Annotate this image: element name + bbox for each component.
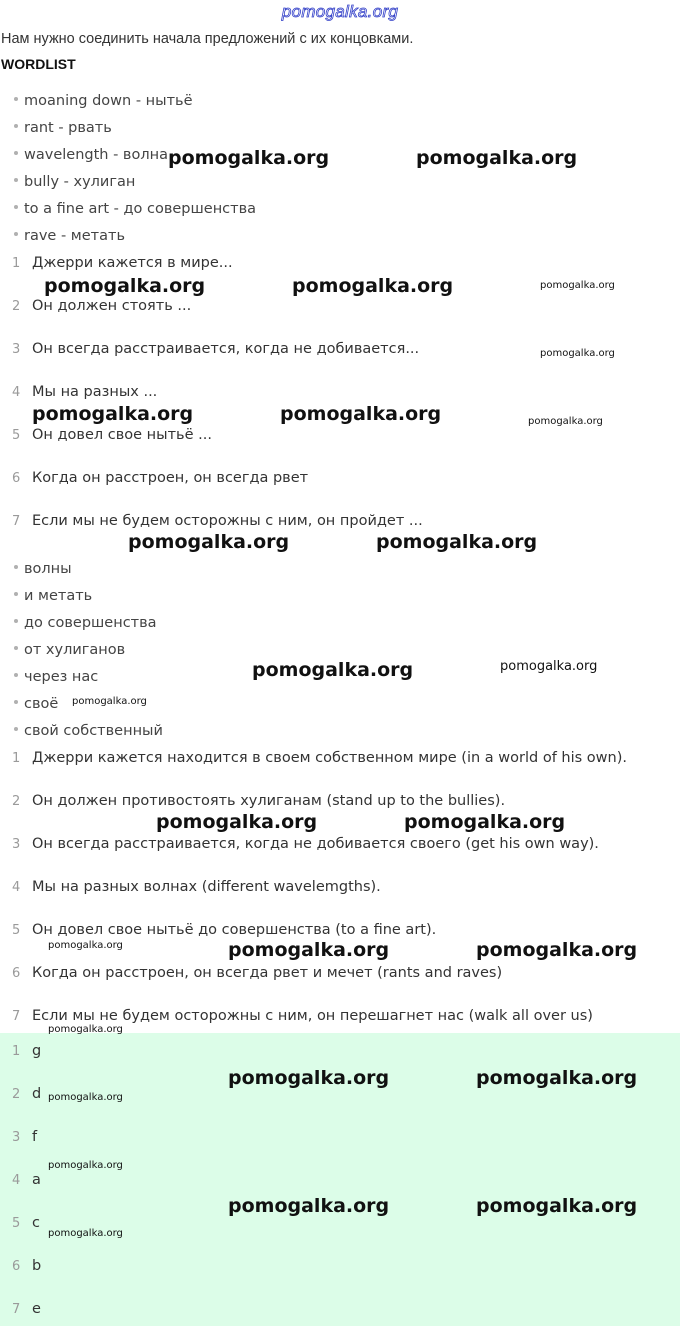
watermark: pomogalka.org: [476, 1195, 638, 1217]
row-text: Если мы не будем осторожны с ним, он перешагнет нас (walk all over us): [32, 1008, 593, 1024]
row-text: Когда он расстроен, он всегда рвет: [32, 470, 309, 486]
row-number: 3: [12, 342, 21, 357]
list-item: [14, 147, 168, 163]
list-item-text: rave - метать: [24, 228, 125, 244]
bullet-icon: [14, 178, 18, 182]
bullet-icon: [14, 151, 18, 155]
list-item: [14, 669, 98, 685]
watermark: pomogalka.org: [228, 1067, 390, 1089]
watermark: pomogalka.org: [476, 939, 638, 961]
bullet-icon: [14, 727, 18, 731]
list-item-text: волны: [24, 561, 72, 577]
row-number: 5: [12, 923, 21, 938]
row-number: 5: [12, 1216, 21, 1231]
list-item-text: moaning down - нытьё: [24, 93, 193, 109]
answer-letter: f: [32, 1129, 38, 1145]
sentence-start-row: [12, 255, 233, 271]
watermark: pomogalka.org: [72, 696, 147, 707]
full-sentence-row: [12, 793, 505, 809]
row-text: Он довел свое нытьё ...: [32, 427, 212, 443]
full-sentence-row: [12, 965, 502, 981]
answer-row: [12, 1043, 41, 1059]
watermark: pomogalka.org: [156, 811, 318, 833]
watermark: pomogalka.org: [168, 147, 330, 169]
sentence-start-row: [12, 427, 212, 443]
list-item: [14, 561, 72, 577]
answer-letter: b: [32, 1258, 42, 1274]
list-item-text: wavelength - волна: [24, 147, 168, 163]
sentence-start-row: [12, 470, 308, 486]
watermark: pomogalka.org: [404, 811, 566, 833]
row-text: Он должен противостоять хулиганам (stand up to the bullies).: [32, 793, 506, 809]
answer-letter: d: [32, 1086, 42, 1102]
list-item: [14, 174, 135, 190]
row-number: 6: [12, 471, 21, 486]
list-item: [14, 120, 112, 136]
row-text: Он всегда расстраивается, когда не добивается...: [32, 341, 420, 357]
list-item-text: через нас: [24, 669, 99, 685]
answer-row: [12, 1215, 40, 1231]
watermark: pomogalka.org: [280, 403, 442, 425]
row-text: Он всегда расстраивается, когда не добивается своего (get his own way).: [32, 836, 599, 852]
list-item: [14, 93, 193, 109]
answer-row: [12, 1258, 41, 1274]
list-item-text: bully - хулиган: [24, 174, 136, 190]
list-item-text: rant - рвать: [24, 120, 112, 136]
bullet-icon: [14, 673, 18, 677]
full-sentence-row: [12, 836, 599, 852]
row-number: 4: [12, 880, 21, 895]
list-item: [14, 696, 58, 712]
row-text: Мы на разных ...: [32, 384, 158, 400]
bullet-icon: [14, 232, 18, 236]
answer-letter: a: [32, 1172, 41, 1188]
watermark: pomogalka.org: [48, 1092, 123, 1103]
list-item: [14, 615, 157, 631]
bullet-icon: [14, 700, 18, 704]
watermark: pomogalka.org: [540, 280, 615, 291]
full-sentence-row: [12, 879, 381, 895]
answer-row: [12, 1129, 37, 1145]
row-number: 6: [12, 1259, 21, 1274]
watermark: pomogalka.org: [376, 531, 538, 553]
row-number: 1: [12, 1044, 21, 1059]
list-item-text: до совершенства: [24, 615, 157, 631]
bullet-icon: [14, 97, 18, 101]
answer-letter: g: [32, 1043, 42, 1059]
row-number: 5: [12, 428, 21, 443]
answer-row: [12, 1301, 41, 1317]
sentence-start-row: [12, 341, 419, 357]
watermark: pomogalka.org: [540, 348, 615, 359]
row-number: 1: [12, 751, 21, 766]
full-sentence-row: [12, 922, 436, 938]
row-number: 3: [12, 1130, 21, 1145]
row-number: 7: [12, 1302, 21, 1317]
watermark: pomogalka.org: [228, 939, 390, 961]
watermark: pomogalka.org: [32, 403, 194, 425]
watermark: pomogalka.org: [500, 659, 598, 674]
answer-letter: e: [32, 1301, 41, 1317]
row-number: 6: [12, 966, 21, 981]
row-number: 2: [12, 794, 21, 809]
row-text: Мы на разных волнах (different wavelemgths).: [32, 879, 381, 895]
list-item: [14, 201, 256, 217]
row-text: Он довел свое нытьё до совершенства (to a fine art).: [32, 922, 437, 938]
bullet-icon: [14, 124, 18, 128]
bullet-icon: [14, 565, 18, 569]
bullet-icon: [14, 592, 18, 596]
list-item-text: от хулиганов: [24, 642, 126, 658]
list-item-text: to a fine art - до совершенства: [24, 201, 257, 217]
row-text: Он должен стоять ...: [32, 298, 192, 314]
full-sentence-row: [12, 750, 627, 766]
watermark: pomogalka.org: [48, 1160, 123, 1171]
watermark: pomogalka.org: [228, 1195, 390, 1217]
bullet-icon: [14, 646, 18, 650]
list-item: [14, 228, 125, 244]
list-item-text: своё: [24, 696, 59, 712]
row-number: 3: [12, 837, 21, 852]
list-item: [14, 588, 92, 604]
sentence-start-row: [12, 384, 157, 400]
row-number: 2: [12, 1087, 21, 1102]
watermark: pomogalka.org: [416, 147, 578, 169]
row-text: Если мы не будем осторожны с ним, он пройдет ...: [32, 513, 423, 529]
watermark: pomogalka.org: [48, 1024, 123, 1035]
watermark: pomogalka.org: [128, 531, 290, 553]
row-text: Джерри кажется находится в своем собственном мире (in a world of his own).: [32, 750, 627, 766]
row-number: 1: [12, 256, 21, 271]
watermark: pomogalka.org: [528, 416, 603, 427]
row-number: 7: [12, 514, 21, 529]
watermark: pomogalka.org: [44, 275, 206, 297]
intro-text: Нам нужно соединить начала предложений с их концовками.: [1, 31, 414, 47]
list-item: [14, 723, 163, 739]
row-number: 4: [12, 385, 21, 400]
row-number: 2: [12, 299, 21, 314]
row-text: Джерри кажется в мире...: [32, 255, 233, 271]
full-sentence-row: [12, 1008, 593, 1024]
bullet-icon: [14, 619, 18, 623]
list-item-text: свой собственный: [24, 723, 163, 739]
bullet-icon: [14, 205, 18, 209]
answer-letter: c: [32, 1215, 40, 1231]
row-number: 4: [12, 1173, 21, 1188]
answer-row: [12, 1172, 41, 1188]
list-item-text: и метать: [24, 588, 93, 604]
watermark: pomogalka.org: [252, 659, 414, 681]
list-item: [14, 642, 125, 658]
watermark: pomogalka.org: [48, 1228, 123, 1239]
watermark: pomogalka.org: [292, 275, 454, 297]
row-number: 7: [12, 1009, 21, 1024]
sentence-start-row: [12, 513, 423, 529]
sentence-start-row: [12, 298, 191, 314]
watermark: pomogalka.org: [476, 1067, 638, 1089]
site-logo[interactable]: pomogalka.org: [281, 2, 399, 21]
wordlist-title: WORDLIST: [1, 56, 76, 72]
answer-row: [12, 1086, 41, 1102]
row-text: Когда он расстроен, он всегда рвет и мечет (rants and raves): [32, 965, 503, 981]
watermark: pomogalka.org: [48, 940, 123, 951]
